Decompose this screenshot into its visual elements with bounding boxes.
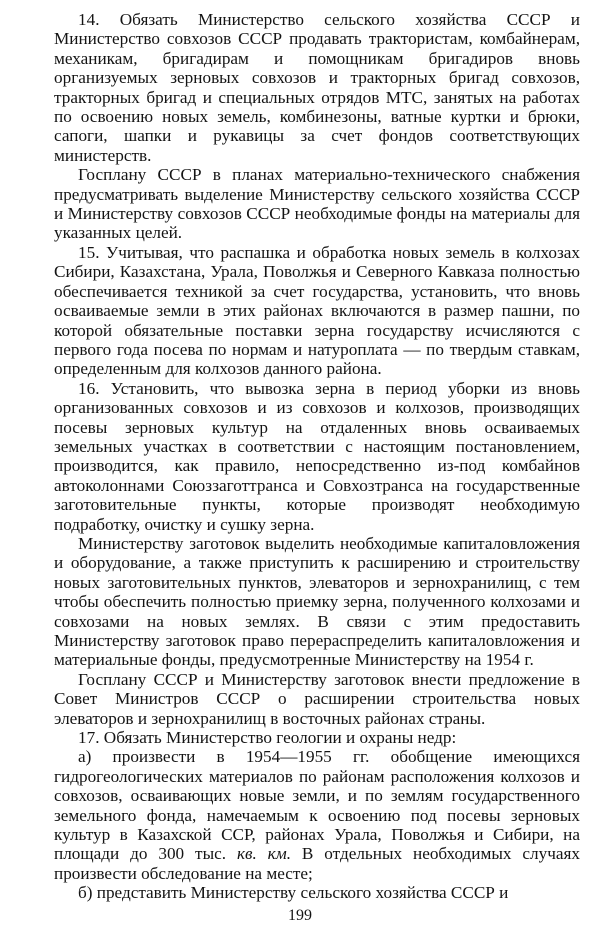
paragraph-gosplan-supply: Госплану СССР в планах материально-технического снабжения предусматривать выделение Министерству сельского хозяйства СССР и Министерству совхозов СССР необходимые фонды на материалы для указанных целей. [54,165,580,243]
page-number: 199 [288,907,312,924]
area-unit: кв. км. [236,844,291,864]
paragraph-item-15: 15. Учитывая, что распашка и обработка новых земель в колхозах Сибири, Казахстана, Урала, Поволжья и Северного Кавказа полностью обеспечивается техникой за счет государства, установить, что вновь осваиваемые земли в этих районах включаются в размер пашни, по которой обязательные поставки зерна государству исчисляются с первого года посева по нормам и натуроплата — по твердым ставкам, определенным для колхозов данного района. [54,242,580,379]
paragraph-item-17a [54,747,580,883]
paragraph-item-17b: б) представить Министерству сельского хозяйства СССР и [78,883,509,903]
document-page [54,10,580,903]
paragraph-item-16: 16. Установить, что вывозка зерна в период уборки из вновь организованных совхозов и из совхозов и колхозов, производящих посевы зерновых культур на отдаленных вновь осваиваемых земельных участках в соответствии с настоящим постановлением, производится, как правило, непосредственно из-под комбайнов автоколоннами Союззаготтранса и Совхозтранса на государственные заготовительные пункты, которые производят необходимую подработку, очистку и сушку зерна. [54,378,580,534]
paragraph-item-17a-after: В отдельных необходимых случаях произвести обследование на месте; [54,844,581,883]
paragraph-item-17a-before: а) произвести в 1954—1955 гг. обобщение имеющихся гидрогеологических материалов по районам расположения колхозов и совхозов, осваивающих новые земли, и по землям государственного земельного фонда, намечаемым к освоению под посевы зерновых культур в Казахской ССР, районах Урала, Поволжья и Сибири, на площади до 300 тыс. [54,747,580,864]
paragraph-gosplan-elevators: Госплану СССР и Министерству заготовок внести предложение в Совет Министров СССР о расширении строительства новых элеваторов и зернохранилищ в восточных районах страны. [54,669,580,728]
paragraph-item-17: 17. Обязать Министерство геологии и охраны недр: [78,728,457,748]
paragraph-procurement-ministry: Министерству заготовок выделить необходимые капиталовложения и оборудование, а также приступить к расширению и строительству новых заготовительных пунктов, элеваторов и зернохранилищ, с тем чтобы обеспечить полностью приемку зерна, полученного колхозами и совхозами на новых землях. В связи с этим предоставить Министерству заготовок право перераспределить капиталовложения и материальные фонды, предусмотренные Министерству на 1954 г. [54,533,580,670]
paragraph-item-14: 14. Обязать Министерство сельского хозяйства СССР и Министерство совхозов СССР продавать трактористам, комбайнерам, механикам, бригадирам и помощникам бригадиров вновь организуемых зерновых совхозов и тракторных бригад совхозов, тракторных бригад и специальных отрядов МТС, занятых на работах по освоению новых земель, комбинезоны, ватные куртки и брюки, сапоги, шапки и рукавицы за счет фондов соответствующих министерств. [54,10,580,165]
